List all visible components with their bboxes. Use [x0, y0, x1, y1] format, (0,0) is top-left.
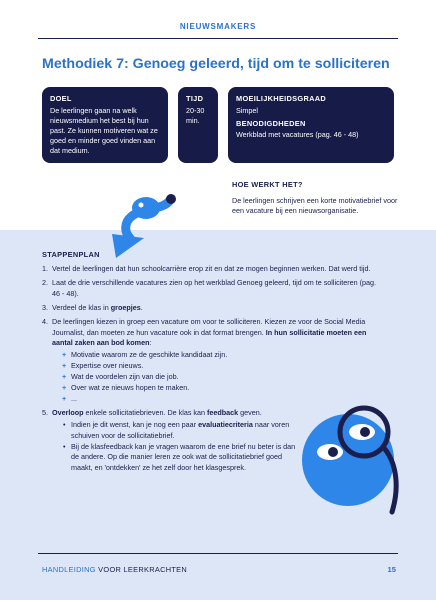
list-item [62, 350, 382, 361]
moeilijkheid-card [228, 87, 394, 163]
bullet-icon: • [63, 420, 66, 430]
plus-icon: + [62, 383, 67, 393]
list-item [62, 442, 302, 474]
step-emphasis-2: feedback [207, 408, 239, 418]
step-emphasis: In hun sollicitatie moeten een aantal zaken aan bod komen [52, 327, 367, 348]
step-number: 3. [42, 302, 48, 312]
step-number: 5. [42, 408, 48, 418]
list-item-text: Motivatie waarom ze de geschikte kandidaat zijn. [71, 350, 228, 360]
plus-icon: + [62, 394, 67, 404]
moeilijkheid-heading: MOEILIJKHEIDSGRAAD [236, 94, 326, 103]
bullet-icon: • [63, 441, 66, 451]
list-item-text: Over wat ze nieuws hopen te maken. [71, 383, 190, 393]
doel-text: De leerlingen gaan na welk nieuwsmedium het best bij hun past. Ze kunnen motiveren wat ze goed en minder goed vinden aan dat medium. [50, 105, 158, 156]
plus-icon: + [62, 372, 67, 382]
step-number: 1. [42, 263, 48, 273]
list-item-text: Bij de klasfeedback kan je vragen waarom de ene brief nu beter is dan de andere. Op die manier leren ze ook wat de sollicitatiebrief goed maakt, en 'ontdekken' ze het zelf door het klasgesprek. [71, 441, 296, 473]
plus-icon: + [62, 350, 67, 360]
list-item [62, 420, 302, 441]
step-text-end: geven. [238, 408, 262, 418]
footer-label [42, 565, 187, 574]
how-text: De leerlingen schrijven een korte motivatiebrief voor een vacature bij een nieuwsorganisatie. [232, 195, 398, 215]
benodigdheden-heading: BENODIGDHEDEN [236, 118, 306, 128]
list-item-text: ... [71, 394, 77, 404]
plus-icon: + [62, 361, 67, 371]
step-1 [42, 264, 382, 275]
brand-header: NIEUWSMAKERS [179, 22, 257, 31]
list-item [62, 372, 382, 383]
list-item-emphasis: evaluatiecriteria [198, 420, 253, 430]
step-text: Verdeel de klas in [52, 302, 111, 312]
moeilijkheid-value: Simpel [236, 105, 258, 115]
tijd-heading: TIJD [186, 94, 204, 103]
step-text: De leerlingen kiezen in groep een vacature om voor te solliciteren. Kiezen ze voor de Social Media Journalist, dan moeten ze hun vacature ook in dat format brengen. [52, 317, 366, 337]
step-text-end: : [149, 338, 152, 348]
step-3 [42, 303, 382, 314]
list-item-text: Expertise over nieuws. [71, 361, 144, 371]
list-item-text: Wat de voordelen zijn van die job. [71, 372, 179, 382]
header-divider [38, 38, 398, 39]
step-text: Laat de drie verschillende vacatures zien op het werkblad Genoeg geleerd, tijd om te solliciteren (pag. 46 - 48). [52, 278, 377, 298]
benodigdheden-value: Werkblad met vacatures (pag. 46 - 48) [236, 130, 359, 140]
step-number: 2. [42, 278, 48, 288]
page-title: Methodiek 7: Genoeg geleerd, tijd om te solliciteren [42, 56, 390, 72]
page-number: 15 [387, 565, 396, 574]
footer-label-b: VOOR LEERKRACHTEN [95, 565, 188, 574]
list-item-text-end: naar voren schuiven voor de sollicitatiebrief. [71, 420, 290, 440]
tijd-card [178, 87, 218, 163]
how-it-works-section [232, 180, 402, 216]
steps-heading: STAPPENPLAN [42, 250, 100, 259]
step-emphasis: Overloop [52, 408, 84, 418]
list-item-text: Indien je dit wenst, kan je nog een paar [71, 420, 199, 430]
step-text: enkele sollicitatiebrieven. De klas kan [83, 408, 208, 418]
footer-divider [38, 553, 398, 554]
doel-heading: DOEL [50, 94, 72, 103]
list-item [62, 361, 382, 372]
step-5-sublist [52, 420, 302, 474]
step-text: Vertel de leerlingen dat hun schoolcarrière erop zit en dat ze mogen beginnen werken. Dat werd tijd. [52, 263, 371, 273]
step-text-end: . [140, 302, 143, 312]
step-emphasis: groepjes [110, 302, 141, 312]
how-heading: HOE WERKT HET? [232, 180, 303, 189]
curly-arrow-illustration [108, 186, 188, 260]
tijd-text: 20-30 min. [186, 105, 205, 125]
footer-label-a: HANDLEIDING [42, 565, 96, 574]
magnifier-face-illustration [300, 390, 410, 530]
doel-card [42, 87, 168, 163]
step-2 [42, 278, 382, 299]
step-number: 4. [42, 317, 48, 327]
